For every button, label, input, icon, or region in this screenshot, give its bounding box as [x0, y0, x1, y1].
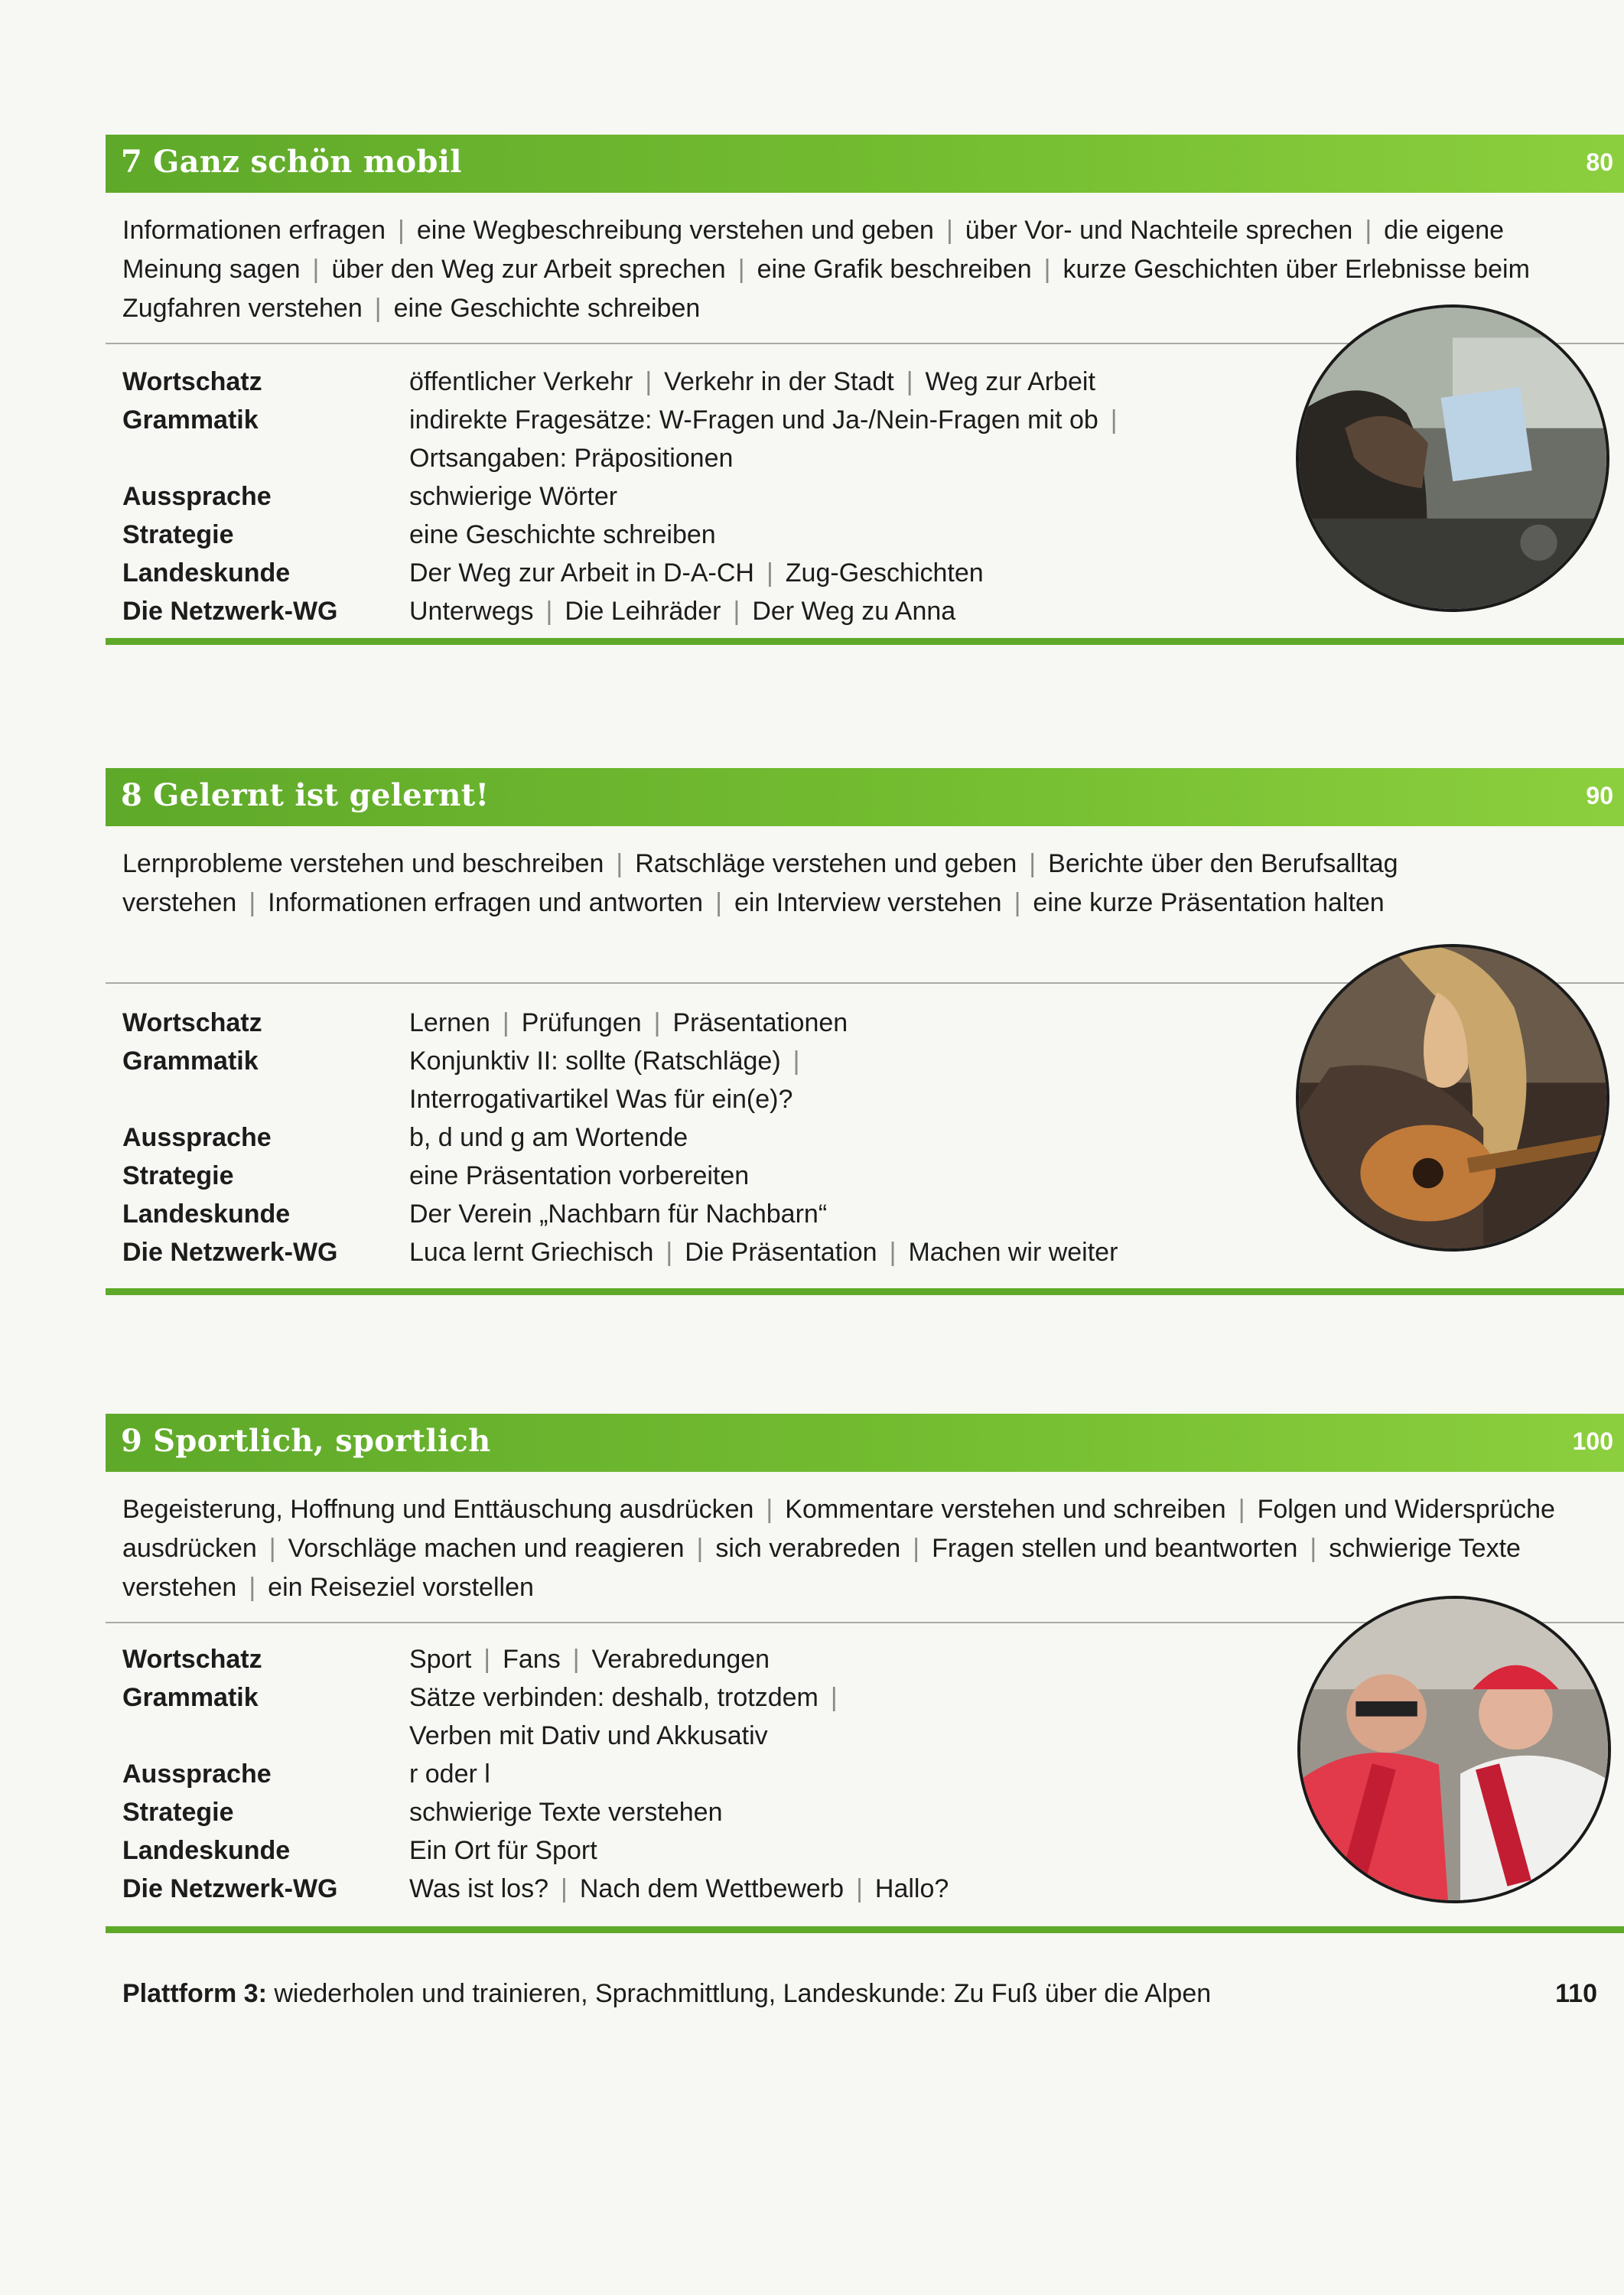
detail-label: Strategie — [122, 1161, 234, 1190]
detail-value: Konjunktiv II: sollte (Ratschläge) | — [409, 1047, 800, 1076]
detail-label: Aussprache — [122, 1123, 272, 1152]
goal-item: Informationen erfragen — [122, 216, 386, 245]
detail-value: Unterwegs | Die Leihräder | Der Weg zu Anna — [409, 597, 956, 626]
goal-item: schwierige Texte verstehen — [122, 1534, 1521, 1602]
goal-item: Berichte über den Berufsalltag verstehen — [122, 849, 1398, 917]
detail-label: Grammatik — [122, 1683, 259, 1712]
chapter-goals: Lernprobleme verstehen und beschreiben | Ratschläge verstehen und geben | Berichte über den Berufsalltag verstehen | Informationen erfragen und antworten | ein Interview verstehen | eine kurze Präsentation halten — [122, 849, 1398, 917]
goal-item: eine kurze Präsentation halten — [1033, 888, 1385, 917]
goal-item: über den Weg zur Arbeit sprechen — [331, 255, 726, 284]
goal-item: sich verabreden — [715, 1534, 901, 1563]
detail-label: Grammatik — [122, 1047, 259, 1076]
goal-item: Kommentare verstehen und schreiben — [785, 1495, 1226, 1524]
goal-item: ein Interview verstehen — [734, 888, 1002, 917]
chapter-title — [121, 144, 462, 180]
chapter-number: 9 — [121, 1423, 143, 1459]
chapter-goals: Informationen erfragen | eine Wegbeschreibung verstehen und geben | über Vor- und Nachteile sprechen | die eigene Meinung sagen | über den Weg zur Arbeit sprechen | eine Grafik beschreiben | kurze Geschichten über Erlebnisse beim Zugfahren verstehen | eine Geschichte schreiben — [122, 216, 1530, 323]
goal-item: über Vor- und Nachteile sprechen — [965, 216, 1353, 245]
detail-value: eine Präsentation vorbereiten — [409, 1161, 750, 1190]
detail-label: Wortschatz — [122, 367, 262, 396]
detail-value: r oder l — [409, 1760, 490, 1789]
plattform-text: wiederholen und trainieren, Sprachmittlung, Landeskunde: Zu Fuß über die Alpen — [266, 1979, 1212, 2008]
goal-item: die eigene Meinung sagen — [122, 216, 1505, 284]
chapter-title-bar — [106, 1414, 1624, 1472]
goal-item: eine Geschichte schreiben — [393, 294, 701, 323]
goal-item: kurze Geschichten über Erlebnisse beim Zugfahren verstehen — [122, 255, 1530, 323]
detail-value: b, d und g am Wortende — [409, 1123, 688, 1152]
goal-item: Lernprobleme verstehen und beschreiben — [122, 849, 604, 878]
chapter-number: 7 — [121, 144, 143, 180]
chapter-page-number: 80 — [1586, 148, 1613, 176]
detail-value: Ortsangaben: Präpositionen — [409, 444, 734, 473]
goal-item: Ratschläge verstehen und geben — [635, 849, 1017, 878]
detail-label: Wortschatz — [122, 1008, 262, 1037]
goal-item: Begeisterung, Hoffnung und Enttäuschung ausdrücken — [122, 1495, 754, 1524]
detail-label: Aussprache — [122, 1760, 272, 1789]
plattform-page-number: 110 — [1555, 1979, 1597, 2008]
detail-value: Ein Ort für Sport — [409, 1836, 597, 1865]
chapter-number: 8 — [121, 777, 143, 813]
detail-label: Landeskunde — [122, 1200, 291, 1229]
goal-item: Folgen und Widersprüche ausdrücken — [122, 1495, 1555, 1563]
detail-value: Verben mit Dativ und Akkusativ — [409, 1721, 768, 1750]
goal-item: ein Reiseziel vorstellen — [268, 1573, 534, 1602]
goal-item: eine Grafik beschreiben — [757, 255, 1032, 284]
detail-value: indirekte Fragesätze: W-Fragen und Ja-/Nein-Fragen mit ob | — [409, 405, 1118, 435]
chapter-end-rule — [106, 1926, 1624, 1933]
detail-value: schwierige Texte verstehen — [409, 1798, 723, 1827]
detail-value: öffentlicher Verkehr | Verkehr in der Stadt | Weg zur Arbeit — [409, 367, 1095, 396]
detail-label: Landeskunde — [122, 558, 291, 588]
detail-value: Lernen | Prüfungen | Präsentationen — [409, 1008, 848, 1037]
goal-item: eine Wegbeschreibung verstehen und geben — [416, 216, 934, 245]
detail-label: Die Netzwerk-WG — [122, 1238, 338, 1267]
chapter-title — [121, 777, 489, 813]
chapter-page-number: 100 — [1572, 1427, 1613, 1455]
detail-label: Grammatik — [122, 405, 259, 435]
detail-label: Aussprache — [122, 482, 272, 511]
detail-value: Interrogativartikel Was für ein(e)? — [409, 1085, 793, 1114]
chapter-title-text: Gelernt ist gelernt! — [153, 777, 490, 813]
detail-label: Die Netzwerk-WG — [122, 1874, 338, 1903]
photo-car-navigation — [1296, 304, 1609, 612]
photo-football-fans — [1297, 1596, 1611, 1903]
chapter-title-text: Ganz schön mobil — [153, 144, 462, 180]
goal-item: Fragen stellen und beantworten — [932, 1534, 1298, 1563]
detail-value: Der Weg zur Arbeit in D-A-CH | Zug-Geschichten — [409, 558, 984, 588]
detail-value: Der Verein „Nachbarn für Nachbarn“ — [409, 1200, 828, 1229]
detail-value: Sport | Fans | Verabredungen — [409, 1645, 770, 1674]
chapter-page-number: 90 — [1586, 782, 1613, 809]
detail-label: Strategie — [122, 1798, 234, 1827]
detail-value: Luca lernt Griechisch | Die Präsentation | Machen wir weiter — [409, 1238, 1118, 1267]
detail-value: schwierige Wörter — [409, 482, 618, 511]
detail-value: Was ist los? | Nach dem Wettbewerb | Hallo? — [409, 1874, 949, 1903]
detail-value: eine Geschichte schreiben — [409, 520, 716, 549]
chapter-end-rule — [106, 638, 1624, 645]
detail-label: Strategie — [122, 520, 234, 549]
goal-item: Informationen erfragen und antworten — [268, 888, 704, 917]
plattform-line — [122, 1978, 1606, 2009]
detail-label: Wortschatz — [122, 1645, 262, 1674]
goal-item: Vorschläge machen und reagieren — [288, 1534, 685, 1563]
detail-label: Landeskunde — [122, 1836, 291, 1865]
plattform-label: Plattform 3: — [122, 1979, 267, 2008]
chapter-title — [121, 1423, 490, 1459]
photo-guitar-player — [1296, 944, 1609, 1252]
chapter-title-bar — [106, 135, 1624, 193]
detail-value: Sätze verbinden: deshalb, trotzdem | — [409, 1683, 838, 1712]
detail-label: Die Netzwerk-WG — [122, 597, 338, 626]
chapter-end-rule — [106, 1288, 1624, 1295]
chapter-title-bar — [106, 768, 1624, 826]
chapter-goals: Begeisterung, Hoffnung und Enttäuschung ausdrücken | Kommentare verstehen und schreiben | Folgen und Widersprüche ausdrücken | Vorschläge machen und reagieren | sich verabreden | Fragen stellen und beantworten | schwierige Texte verstehen | ein Reiseziel vorstellen — [122, 1495, 1555, 1602]
chapter-title-text: Sportlich, sportlich — [153, 1423, 491, 1459]
